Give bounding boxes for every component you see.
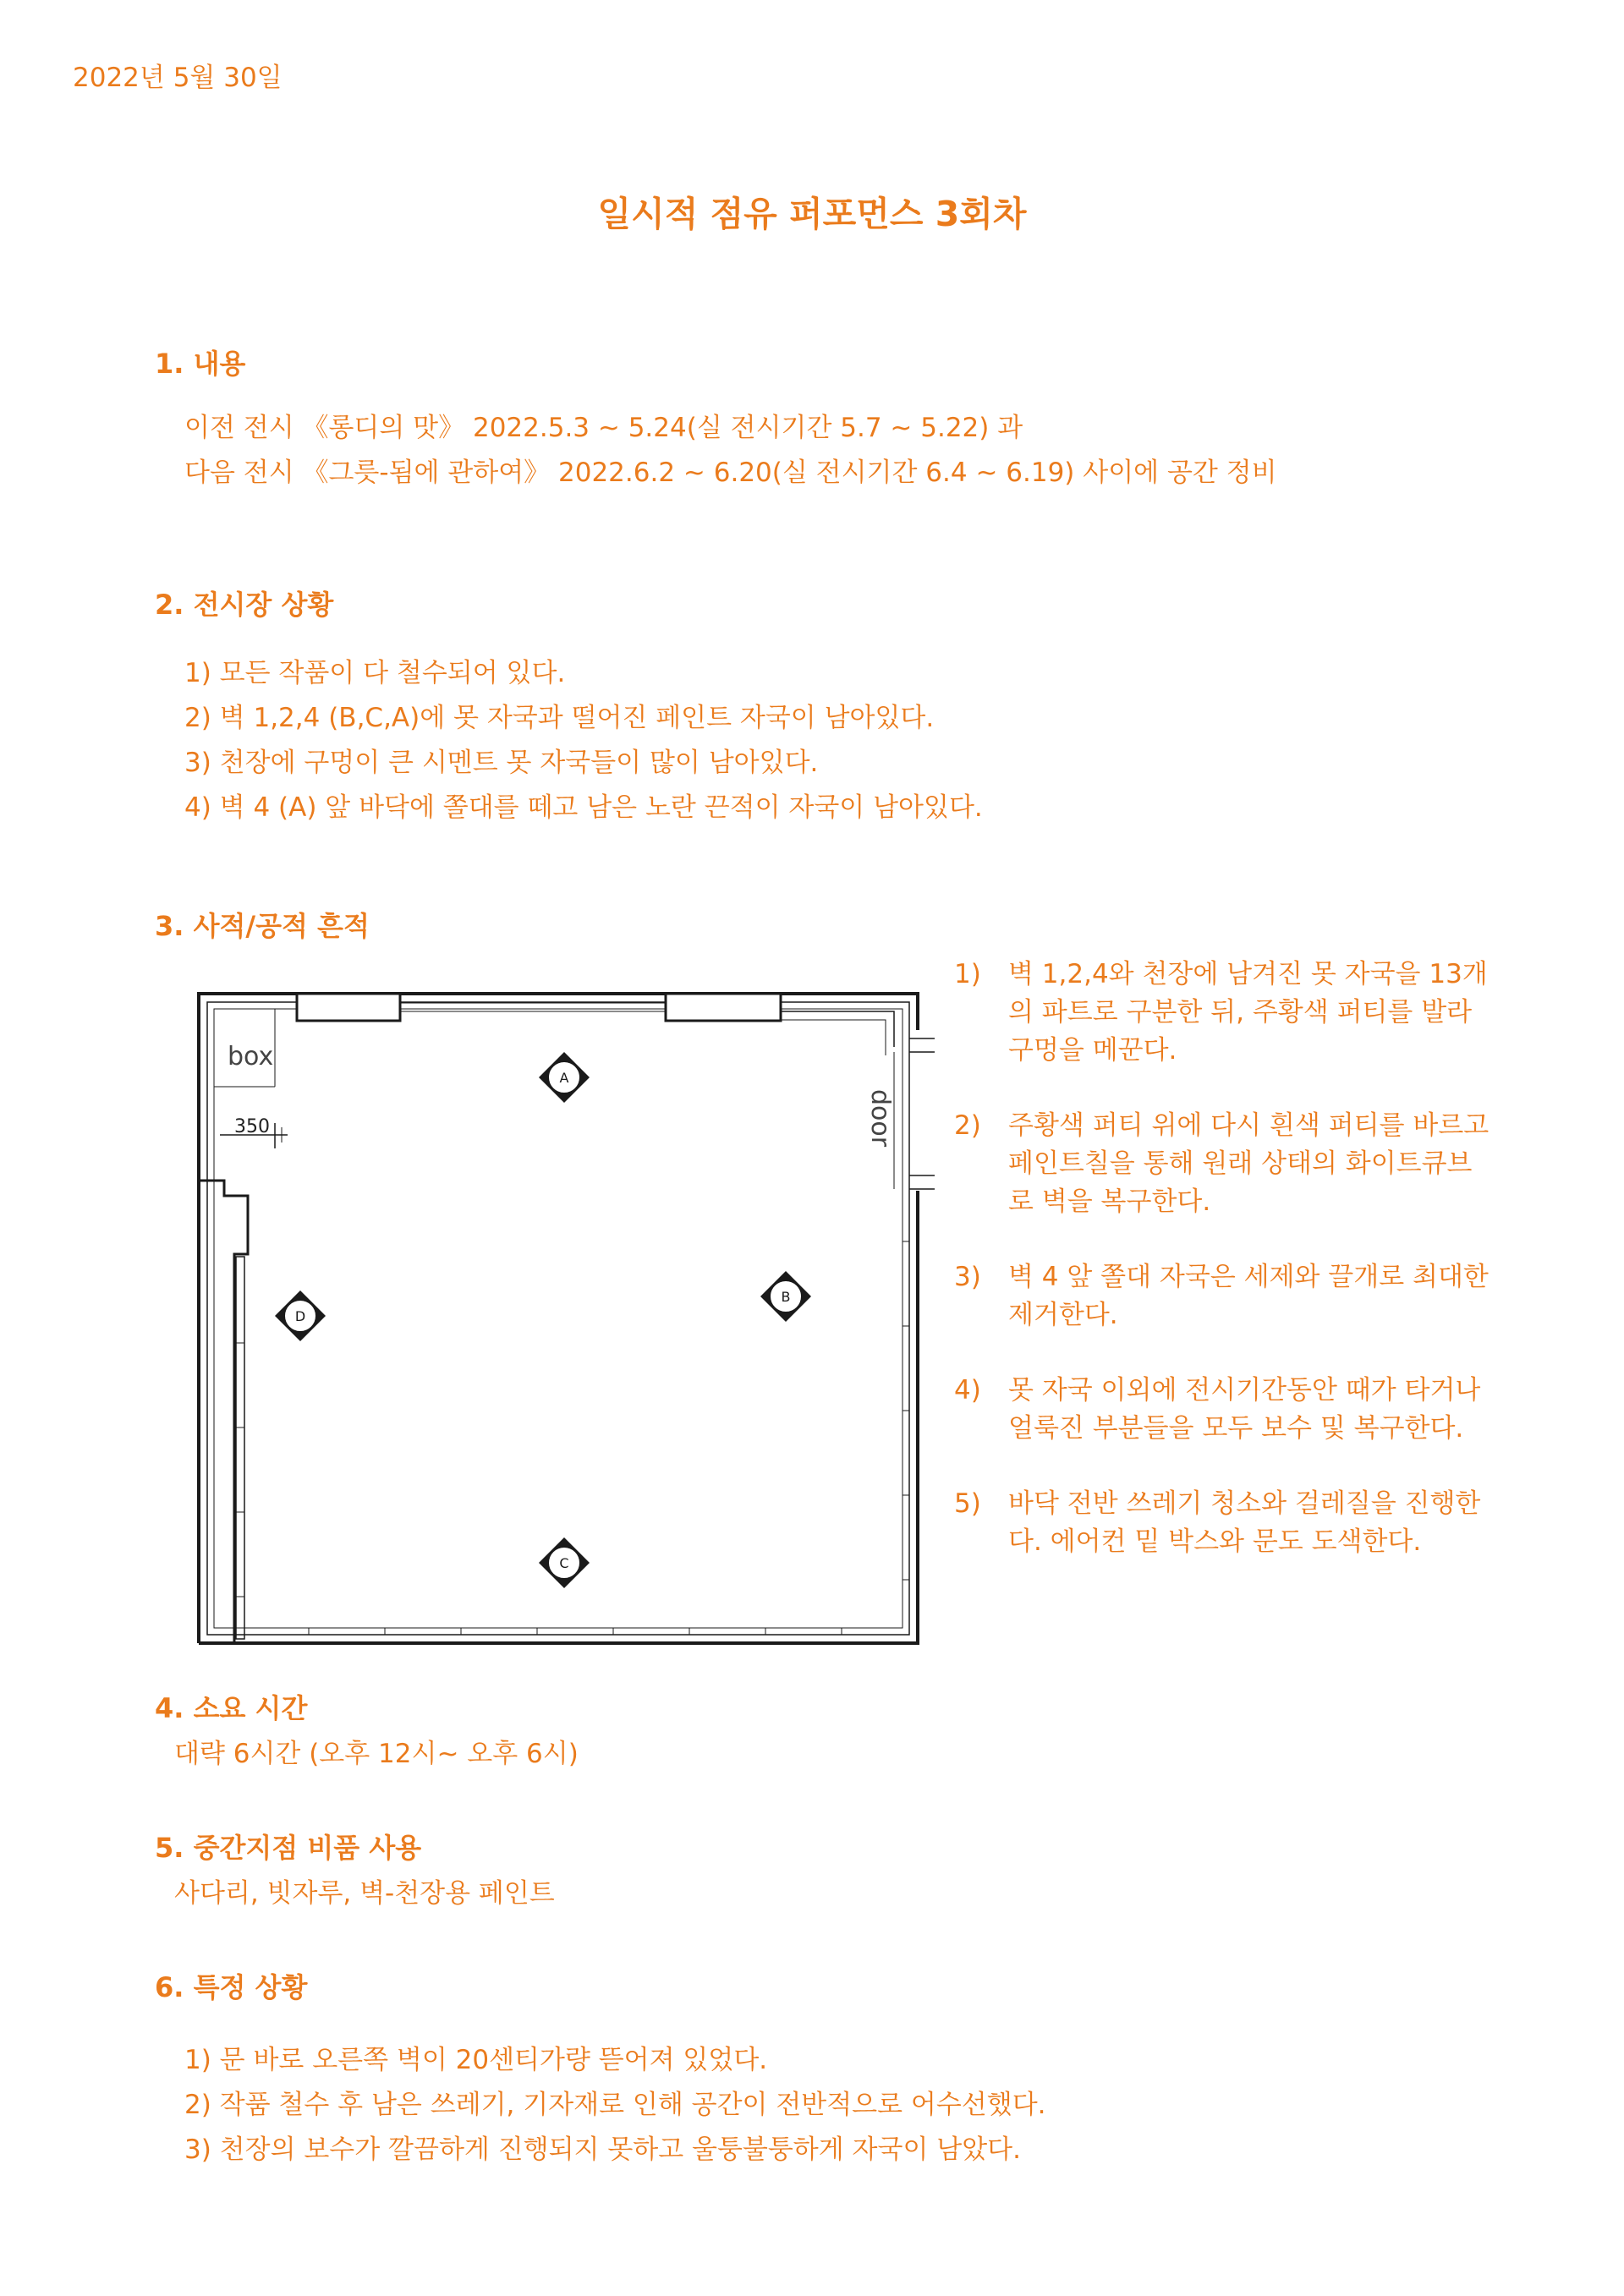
document-date: 2022년 5월 30일: [73, 63, 283, 93]
section-1-heading: 1. 내용: [155, 348, 246, 380]
floor-plan: [190, 988, 935, 1652]
section-1-body: [184, 406, 1277, 496]
note-item: [954, 1258, 1495, 1334]
note-text: 벽 1,2,4와 천장에 남겨진 못 자국을 13개의 파트로 구분한 뒤, 주황색 퍼티를 발라 구멍을 메꾼다.: [1008, 959, 1488, 1066]
section-3-heading: 3. 사적/공적 흔적: [155, 910, 370, 942]
section-2-line: 3) 천장에 구멍이 큰 시멘트 못 자국들이 많이 남아있다.: [184, 748, 819, 778]
note-number: 2): [954, 1110, 981, 1141]
note-item: [954, 1107, 1495, 1221]
section-6-line: 3) 천장의 보수가 깔끔하게 진행되지 못하고 울퉁불퉁하게 자국이 남았다.: [184, 2134, 1021, 2165]
marker-c: [539, 1537, 590, 1588]
section-6-line: 2) 작품 철수 후 남은 쓰레기, 기자재로 인해 공간이 전반적으로 어수선했다.: [184, 2090, 1046, 2120]
marker-a: [539, 1052, 590, 1103]
note-number: 5): [954, 1488, 981, 1519]
section-5-heading: 5. 중간지점 비품 사용: [155, 1832, 422, 1864]
marker-d: [275, 1290, 326, 1341]
restoration-notes: [954, 956, 1495, 1598]
note-text: 주황색 퍼티 위에 다시 흰색 퍼티를 바르고 페인트칠을 통해 원래 상태의 화이트큐브로 벽을 복구한다.: [1008, 1110, 1490, 1217]
section-6-body: [184, 2038, 1046, 2173]
note-item: [954, 1485, 1495, 1561]
document-title: 일시적 점유 퍼포먼스 3회차: [597, 194, 1027, 234]
marker-b: [760, 1271, 811, 1322]
section-6-line: 1) 문 바로 오른쪽 벽이 20센티가량 뜯어져 있었다.: [184, 2045, 768, 2075]
section-1-line: 이전 전시 《롱디의 맛》 2022.5.3 ~ 5.24(실 전시기간 5.7 ~ 5.22) 과: [184, 413, 1023, 443]
svg-text:C: C: [559, 1555, 569, 1571]
svg-text:A: A: [559, 1070, 569, 1086]
section-6-heading: 6. 특정 상황: [155, 1971, 308, 2003]
note-text: 벽 4 앞 쫄대 자국은 세제와 끌개로 최대한 제거한다.: [1008, 1262, 1489, 1330]
note-number: 4): [954, 1375, 981, 1406]
section-2-line: 4) 벽 4 (A) 앞 바닥에 쫄대를 떼고 남은 노란 끈적이 자국이 남아있다.: [184, 792, 983, 823]
section-2-line: 2) 벽 1,2,4 (B,C,A)에 못 자국과 떨어진 페인트 자국이 남아있다.: [184, 703, 935, 733]
note-text: 바닥 전반 쓰레기 청소와 걸레질을 진행한다. 에어컨 밑 박스와 문도 도색한다.: [1008, 1488, 1481, 1557]
note-number: 1): [954, 959, 981, 989]
section-4-heading: 4. 소요 시간: [155, 1692, 308, 1724]
plan-dimension-label: 350: [234, 1116, 270, 1137]
svg-text:B: B: [781, 1289, 791, 1305]
section-5-text: 사다리, 빗자루, 벽-천장용 페인트: [174, 1878, 555, 1909]
note-text: 못 자국 이외에 전시기간동안 때가 타거나 얼룩진 부분들을 모두 보수 및 복구한다.: [1008, 1375, 1481, 1444]
plan-door-label: door: [865, 1089, 895, 1148]
note-number: 3): [954, 1262, 981, 1292]
section-2-heading: 2. 전시장 상황: [155, 589, 334, 621]
note-item: [954, 1372, 1495, 1448]
section-1-line: 다음 전시 《그릇-됨에 관하여》 2022.6.2 ~ 6.20(실 전시기간 6.4 ~ 6.19) 사이에 공간 정비: [184, 458, 1277, 488]
section-4-text: 대략 6시간 (오후 12시~ 오후 6시): [174, 1739, 579, 1769]
section-2-line: 1) 모든 작품이 다 철수되어 있다.: [184, 658, 566, 688]
svg-text:D: D: [294, 1308, 306, 1324]
plan-box-label: box: [228, 1042, 274, 1071]
note-item: [954, 956, 1495, 1070]
section-2-body: [184, 651, 983, 830]
